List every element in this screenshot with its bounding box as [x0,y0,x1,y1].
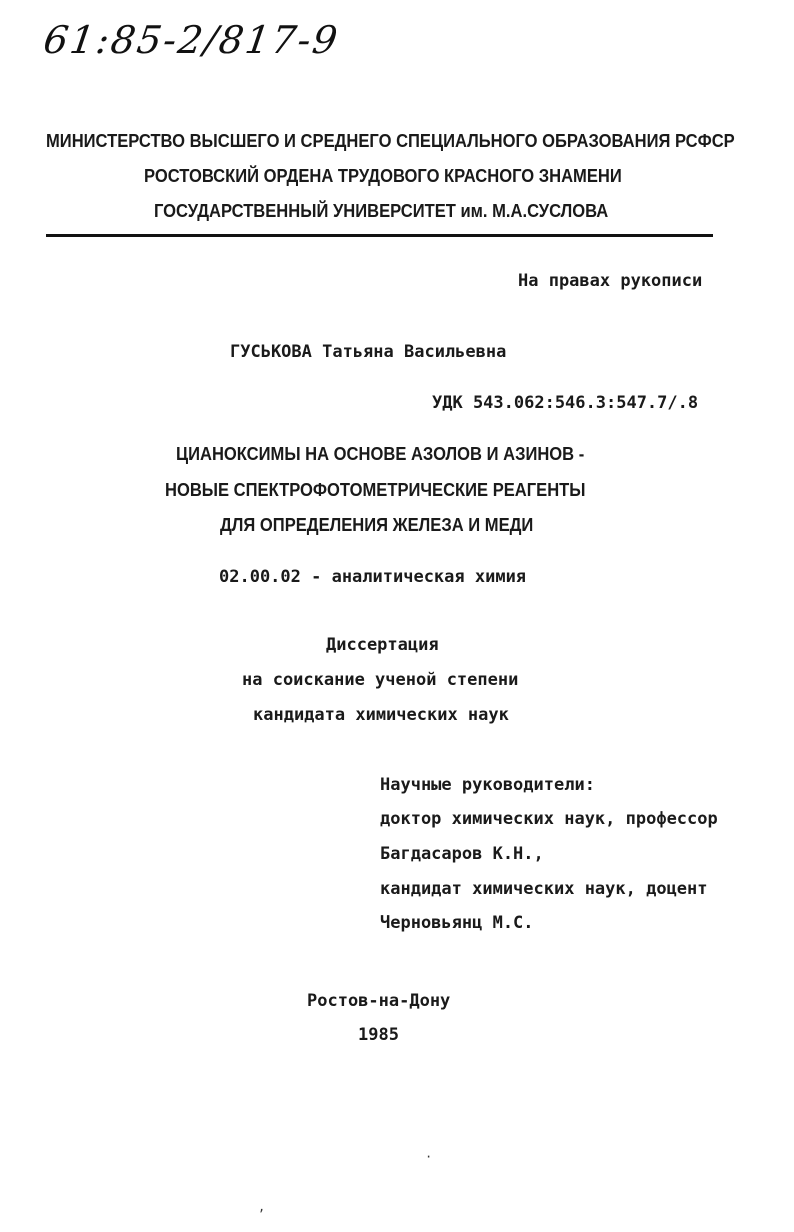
title-line2: НОВЫЕ СПЕКТРОФОТОМЕТРИЧЕСКИЕ РЕАГЕНТЫ [165,480,586,500]
supervisor2-name: Черновьянц М.С. [380,913,534,933]
university-name-line1: РОСТОВСКИЙ ОРДЕНА ТРУДОВОГО КРАСНОГО ЗНАМЕНИ [144,166,622,186]
title-line1: ЦИАНОКСИМЫ НА ОСНОВЕ АЗОЛОВ И АЗИНОВ - [176,444,585,464]
title-line3: ДЛЯ ОПРЕДЕЛЕНИЯ ЖЕЛЕЗА И МЕДИ [220,515,534,535]
dissertation-degree-line1: на соискание ученой степени [242,670,519,690]
archive-number: 61:85-2/817-9 [40,18,342,62]
scan-speck: · [425,1150,433,1164]
udc-code: УДК 543.062:546.3:547.7/.8 [432,393,699,413]
specialty: 02.00.02 - аналитическая химия [219,567,527,587]
supervisor1-title: доктор химических наук, профессор [380,809,718,829]
year: 1985 [358,1025,399,1045]
scan-speck: , [258,1200,266,1214]
dissertation-label: Диссертация [326,635,439,655]
university-name-line2: ГОСУДАРСТВЕННЫЙ УНИВЕРСИТЕТ им. М.А.СУСЛОВА [154,201,609,221]
author-name: ГУСЬКОВА Татьяна Васильевна [230,342,507,362]
manuscript-rights: На правах рукописи [518,271,703,291]
supervisor2-title: кандидат химических наук, доцент [380,879,708,899]
supervisor1-name: Багдасаров К.Н., [380,844,544,864]
ministry-name: МИНИСТЕРСТВО ВЫСШЕГО И СРЕДНЕГО СПЕЦИАЛЬНОГО ОБРАЗОВАНИЯ РСФСР [46,131,735,151]
dissertation-degree-line2: кандидата химических наук [253,705,509,725]
city: Ростов-на-Дону [307,991,451,1011]
supervisors-heading: Научные руководители: [380,775,595,795]
header-divider [46,234,713,237]
